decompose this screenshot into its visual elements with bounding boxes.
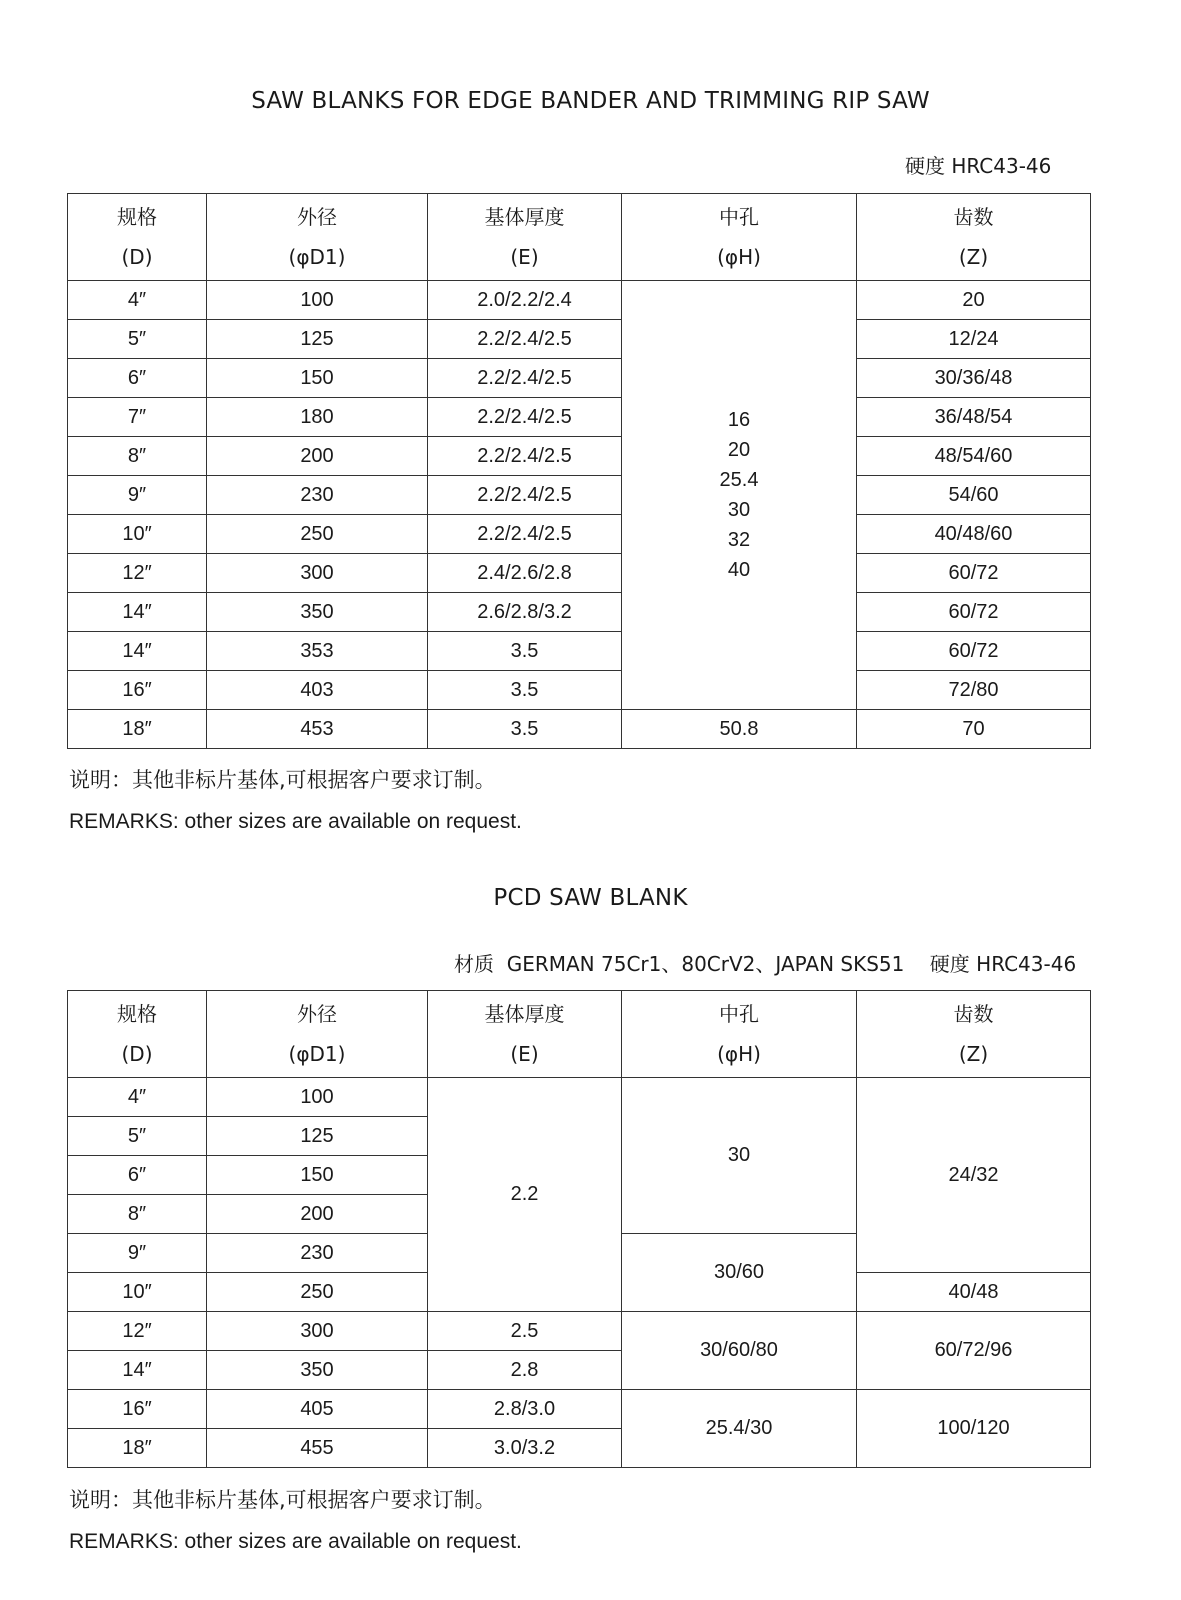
cell-outer-diameter: 350 xyxy=(207,1351,428,1390)
header-bore: 中孔 (φH) xyxy=(622,991,857,1078)
cell-spec: 8″ xyxy=(68,437,207,476)
section2-remark-english: REMARKS: other sizes are available on request. xyxy=(69,1530,522,1553)
cell-teeth: 72/80 xyxy=(857,671,1091,710)
cell-teeth: 36/48/54 xyxy=(857,398,1091,437)
cell-spec: 18″ xyxy=(68,710,207,749)
cell-thickness: 2.6/2.8/3.2 xyxy=(428,593,622,632)
section1-remark-english: REMARKS: other sizes are available on request. xyxy=(69,810,522,833)
section1-remark-chinese: 说明：其他非标片基体,可根据客户要求订制。 xyxy=(69,768,496,792)
cell-spec: 8″ xyxy=(68,1195,207,1234)
cell-outer-diameter: 353 xyxy=(207,632,428,671)
cell-thickness: 2.8/3.0 xyxy=(428,1390,622,1429)
cell-outer-diameter: 100 xyxy=(207,1078,428,1117)
cell-teeth: 48/54/60 xyxy=(857,437,1091,476)
table-row xyxy=(68,398,1091,437)
cell-thickness: 2.4/2.6/2.8 xyxy=(428,554,622,593)
cell-outer-diameter: 230 xyxy=(207,476,428,515)
cell-thickness: 2.2/2.4/2.5 xyxy=(428,515,622,554)
cell-bore-merged: 30/60 xyxy=(622,1234,857,1312)
cell-outer-diameter: 150 xyxy=(207,1156,428,1195)
cell-outer-diameter: 200 xyxy=(207,1195,428,1234)
section2-title: PCD SAW BLANK xyxy=(493,885,688,911)
cell-teeth-merged: 24/32 xyxy=(857,1078,1091,1273)
header-outer-diameter: 外径 (φD1) xyxy=(207,991,428,1078)
table-row xyxy=(68,1390,1091,1429)
header-outer-diameter: 外径 (φD1) xyxy=(207,194,428,281)
header-teeth: 齿数 (Z) xyxy=(857,991,1091,1078)
cell-spec: 6″ xyxy=(68,1156,207,1195)
table-row xyxy=(68,554,1091,593)
cell-outer-diameter: 100 xyxy=(207,281,428,320)
table-row xyxy=(68,710,1091,749)
header-teeth: 齿数 (Z) xyxy=(857,194,1091,281)
cell-outer-diameter: 200 xyxy=(207,437,428,476)
cell-spec: 4″ xyxy=(68,1078,207,1117)
cell-spec: 14″ xyxy=(68,632,207,671)
cell-spec: 5″ xyxy=(68,320,207,359)
cell-thickness: 2.2/2.4/2.5 xyxy=(428,437,622,476)
cell-bore-merged: 30/60/80 xyxy=(622,1312,857,1390)
cell-outer-diameter: 403 xyxy=(207,671,428,710)
cell-spec: 7″ xyxy=(68,398,207,437)
cell-bore: 50.8 xyxy=(622,710,857,749)
cell-thickness: 3.5 xyxy=(428,710,622,749)
cell-outer-diameter: 455 xyxy=(207,1429,428,1468)
cell-thickness: 2.5 xyxy=(428,1312,622,1351)
cell-thickness: 2.8 xyxy=(428,1351,622,1390)
cell-spec: 14″ xyxy=(68,593,207,632)
cell-spec: 4″ xyxy=(68,281,207,320)
cell-spec: 16″ xyxy=(68,671,207,710)
pcd-saw-blank-table xyxy=(67,990,1091,1468)
cell-outer-diameter: 453 xyxy=(207,710,428,749)
saw-blank-table xyxy=(67,193,1091,749)
table-row xyxy=(68,671,1091,710)
cell-thickness: 3.0/3.2 xyxy=(428,1429,622,1468)
cell-teeth-merged: 60/72/96 xyxy=(857,1312,1091,1390)
table-row xyxy=(68,515,1091,554)
cell-spec: 14″ xyxy=(68,1351,207,1390)
table-row xyxy=(68,1312,1091,1351)
section2-remark-chinese: 说明：其他非标片基体,可根据客户要求订制。 xyxy=(69,1488,496,1512)
cell-outer-diameter: 150 xyxy=(207,359,428,398)
table-row xyxy=(68,593,1091,632)
cell-spec: 16″ xyxy=(68,1390,207,1429)
cell-outer-diameter: 250 xyxy=(207,515,428,554)
table-row xyxy=(68,437,1091,476)
cell-thickness: 3.5 xyxy=(428,632,622,671)
cell-bore-merged: 16 20 25.4 30 32 40 xyxy=(622,281,857,710)
cell-teeth: 60/72 xyxy=(857,632,1091,671)
header-spec: 规格 (D) xyxy=(68,991,207,1078)
cell-thickness: 2.2/2.4/2.5 xyxy=(428,359,622,398)
cell-outer-diameter: 125 xyxy=(207,1117,428,1156)
cell-thickness: 2.0/2.2/2.4 xyxy=(428,281,622,320)
cell-outer-diameter: 180 xyxy=(207,398,428,437)
cell-spec: 9″ xyxy=(68,476,207,515)
cell-outer-diameter: 250 xyxy=(207,1273,428,1312)
header-thickness: 基体厚度 (E) xyxy=(428,991,622,1078)
table-row xyxy=(68,320,1091,359)
cell-teeth: 40/48 xyxy=(857,1273,1091,1312)
cell-teeth: 60/72 xyxy=(857,593,1091,632)
cell-thickness-merged: 2.2 xyxy=(428,1078,622,1312)
header-thickness: 基体厚度 (E) xyxy=(428,194,622,281)
cell-teeth-merged: 100/120 xyxy=(857,1390,1091,1468)
cell-outer-diameter: 230 xyxy=(207,1234,428,1273)
header-bore: 中孔 (φH) xyxy=(622,194,857,281)
cell-teeth: 20 xyxy=(857,281,1091,320)
cell-spec: 18″ xyxy=(68,1429,207,1468)
cell-thickness: 2.2/2.4/2.5 xyxy=(428,476,622,515)
cell-spec: 12″ xyxy=(68,554,207,593)
cell-teeth: 40/48/60 xyxy=(857,515,1091,554)
table-header-row xyxy=(68,194,1091,281)
cell-spec: 6″ xyxy=(68,359,207,398)
table-row xyxy=(68,632,1091,671)
table-row xyxy=(68,359,1091,398)
cell-bore-merged: 25.4/30 xyxy=(622,1390,857,1468)
section1-title: SAW BLANKS FOR EDGE BANDER AND TRIMMING RIP SAW xyxy=(251,88,930,114)
cell-thickness: 2.2/2.4/2.5 xyxy=(428,320,622,359)
cell-teeth: 30/36/48 xyxy=(857,359,1091,398)
table-header-row xyxy=(68,991,1091,1078)
cell-thickness: 3.5 xyxy=(428,671,622,710)
cell-spec: 5″ xyxy=(68,1117,207,1156)
cell-spec: 9″ xyxy=(68,1234,207,1273)
cell-outer-diameter: 300 xyxy=(207,1312,428,1351)
cell-thickness: 2.2/2.4/2.5 xyxy=(428,398,622,437)
cell-teeth: 12/24 xyxy=(857,320,1091,359)
section1-hardness: 硬度 HRC43-46 xyxy=(905,154,1052,178)
cell-spec: 12″ xyxy=(68,1312,207,1351)
cell-teeth: 70 xyxy=(857,710,1091,749)
table-row xyxy=(68,281,1091,320)
cell-teeth: 54/60 xyxy=(857,476,1091,515)
cell-outer-diameter: 350 xyxy=(207,593,428,632)
table-row xyxy=(68,1078,1091,1117)
cell-outer-diameter: 405 xyxy=(207,1390,428,1429)
cell-teeth: 60/72 xyxy=(857,554,1091,593)
header-spec: 规格 (D) xyxy=(68,194,207,281)
table-row xyxy=(68,476,1091,515)
cell-outer-diameter: 125 xyxy=(207,320,428,359)
section2-material: 材质 GERMAN 75Cr1、80CrV2、JAPAN SKS51 硬度 HRC43-46 xyxy=(454,952,1077,976)
cell-spec: 10″ xyxy=(68,1273,207,1312)
cell-spec: 10″ xyxy=(68,515,207,554)
cell-bore-merged: 30 xyxy=(622,1078,857,1234)
cell-outer-diameter: 300 xyxy=(207,554,428,593)
